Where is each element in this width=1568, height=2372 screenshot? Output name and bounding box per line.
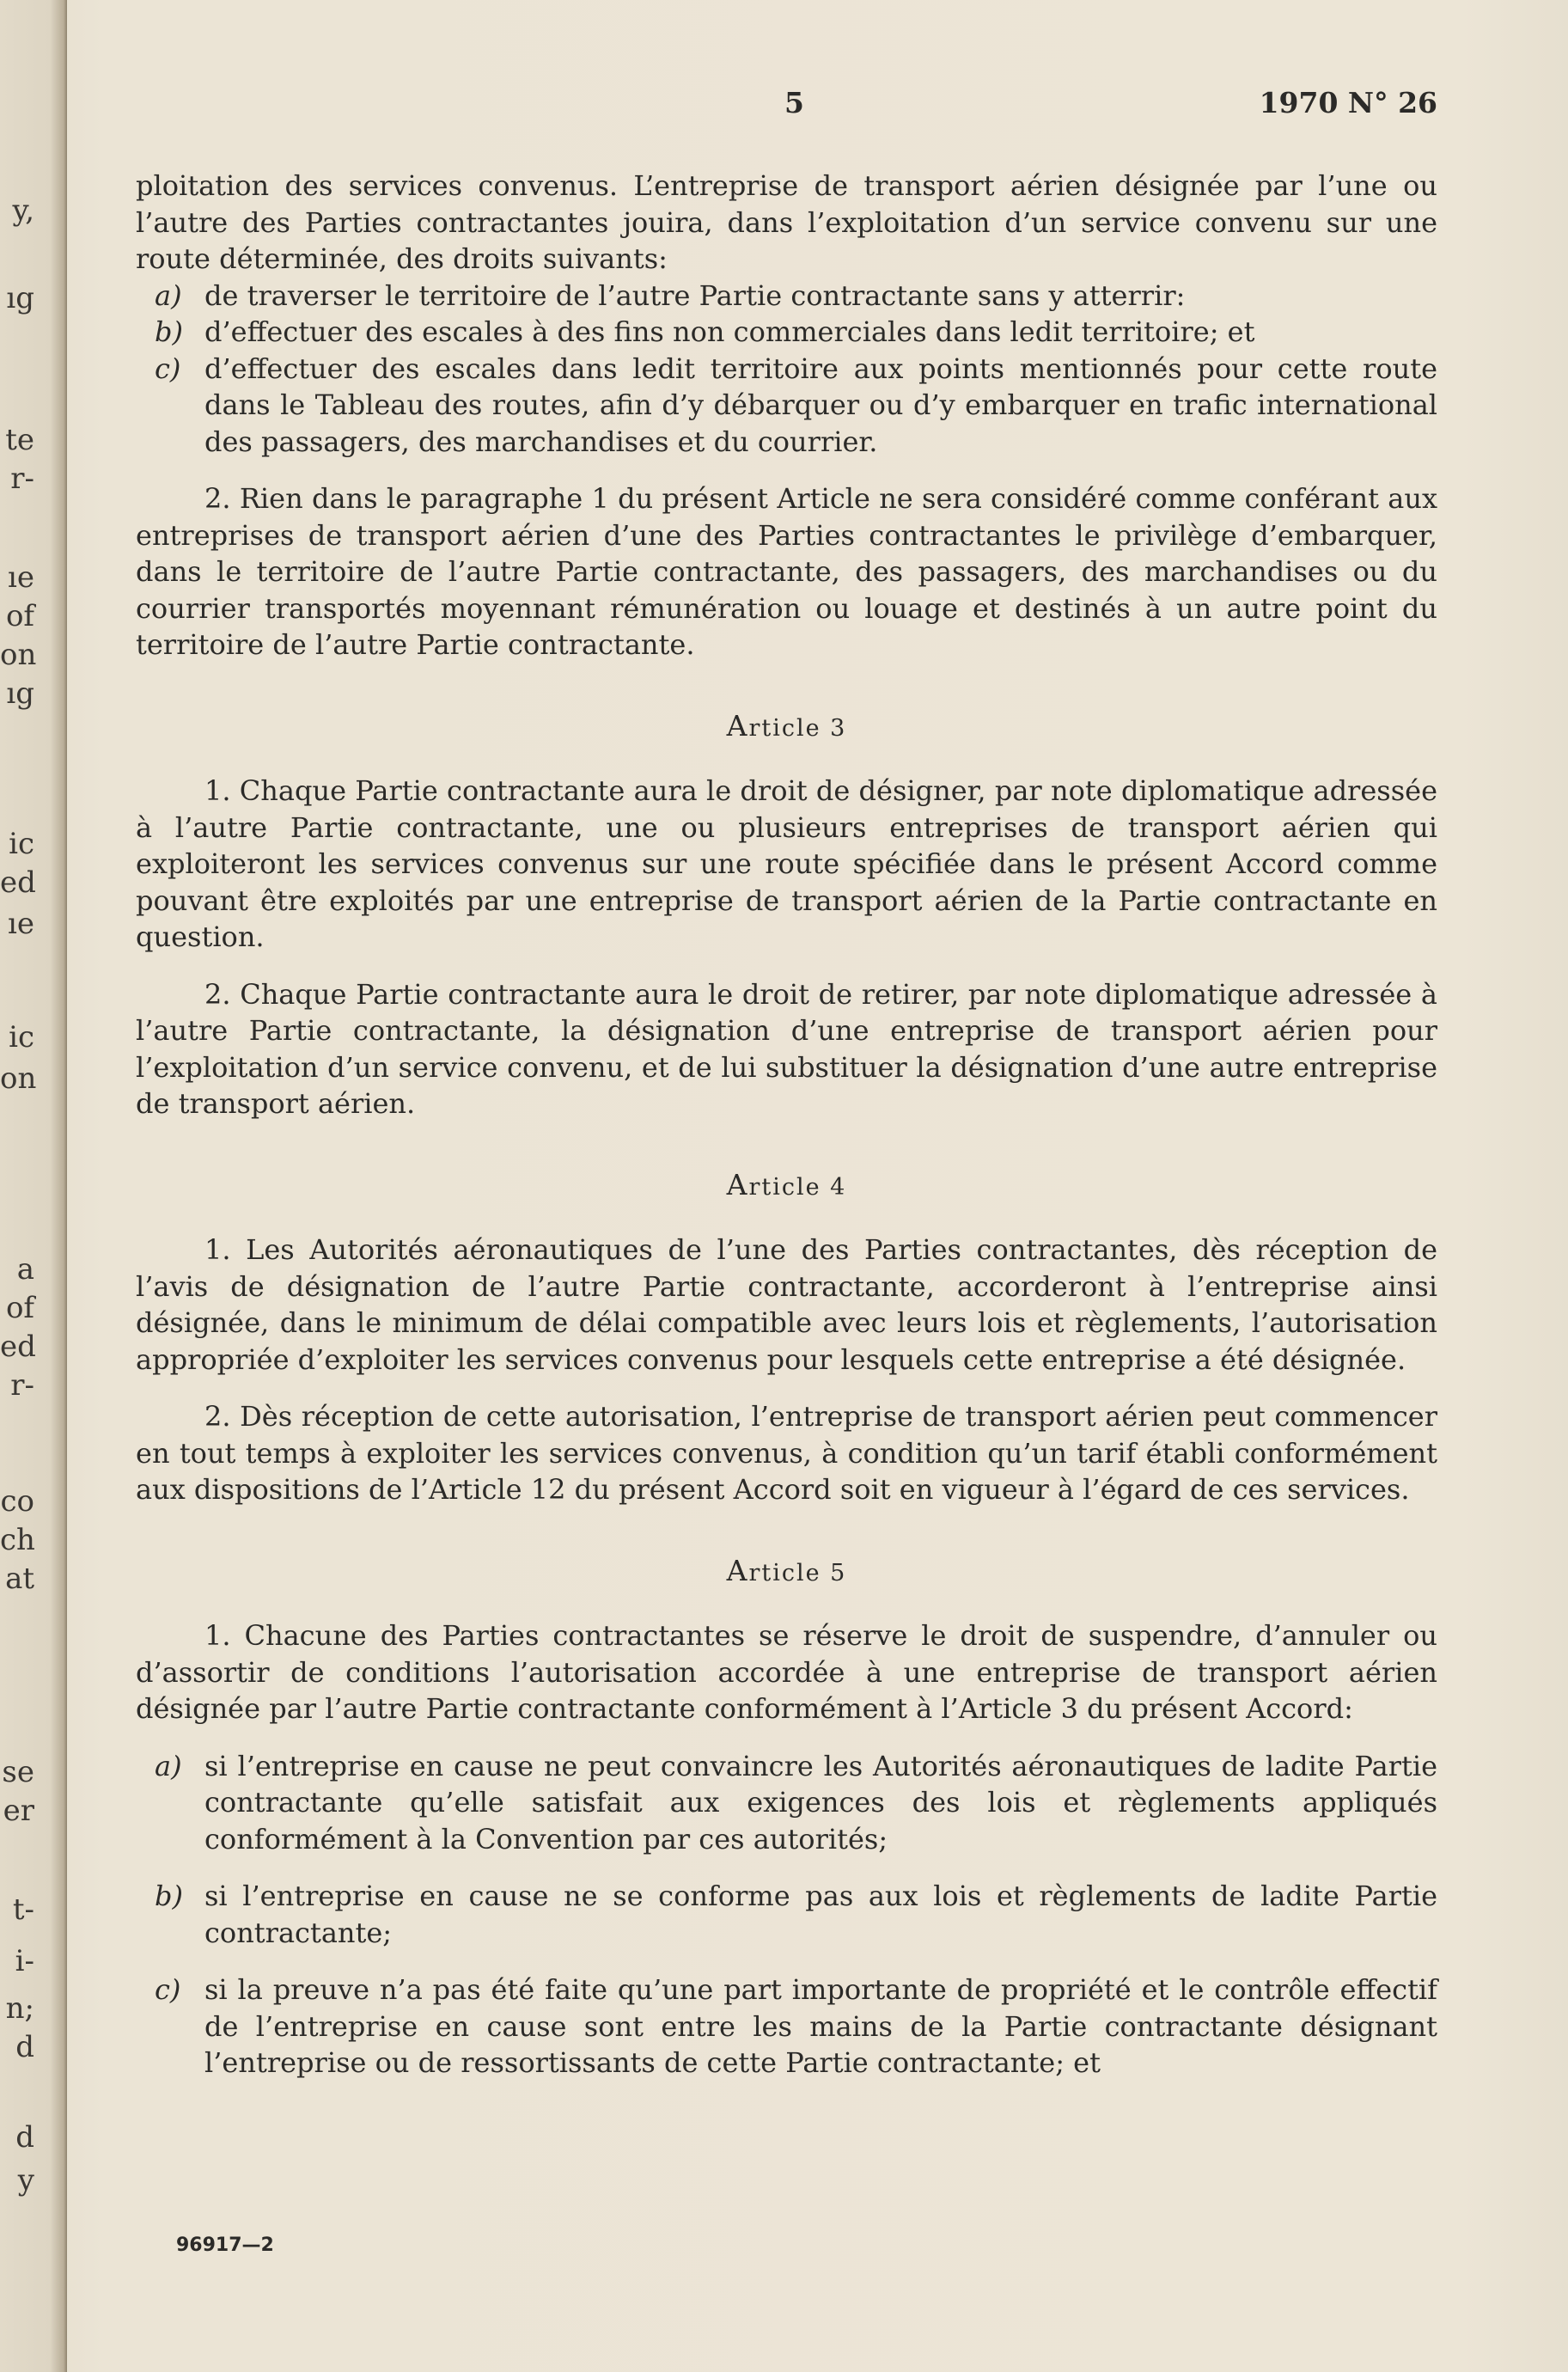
paragraph: 2. Chaque Partie contractante aura le droit de retirer, par note diplomatique adressée à l’autre Partie contractante, la désignation d’une entreprise de transport aérien pour l’exploitation d’un service convenu, et de lui substituer la désignation d’une autre entreprise de transport aérien. bbox=[136, 977, 1437, 1120]
list-item bbox=[136, 1878, 1437, 1951]
gutter-fragment: n; bbox=[5, 1991, 34, 2026]
list-item-text: de traverser le territoire de l’autre Partie contractante sans y atterrir: bbox=[204, 278, 1186, 312]
list-item bbox=[136, 314, 1437, 351]
list-marker: b) bbox=[155, 315, 183, 348]
gutter-fragment: d bbox=[15, 2030, 34, 2064]
list-item bbox=[136, 278, 1437, 315]
gutter-fragment: t- bbox=[12, 1892, 34, 1927]
gutter-fragment: of bbox=[5, 1291, 34, 1325]
list-marker: a) bbox=[155, 1749, 182, 1782]
paragraph: 2. Rien dans le paragraphe 1 du présent Article ne sera considéré comme conférant aux entreprises de transport aérien d’une des Parties contractantes le privilège d’embarquer, dans le territoire de l’autre Partie contractante, des passagers, des marchandises ou du courrier transportés moyennant rémunération ou louage et destinés à un autre point du territoire de l’autre Partie contractante. bbox=[136, 482, 1437, 661]
gutter-fragment: i- bbox=[15, 1944, 34, 1978]
paragraph: 1. Chaque Partie contractante aura le droit de désigner, par note diplomatique adressée à l’autre Partie contractante, une ou plusieurs entreprises de transport aérien qui exploiteront les services convenus sur une route spécifiée dans le présent Accord comme pouvant être exploités par une entreprise de transport aérien de la Partie contractante en question. bbox=[136, 774, 1437, 953]
paragraph: 1. Les Autorités aéronautiques de l’une des Parties contractantes, dès réception de l’avis de désignation de l’autre Partie contractante, accorderont à l’entreprise ainsi désignée, dans le minimum de délai compatible avec leurs lois et règlements, l’autorisation appropriée d’exploiter les services convenus pour lesquels cette entreprise a été désignée. bbox=[136, 1233, 1437, 1376]
gutter-fragment: y bbox=[17, 2163, 34, 2198]
gutter-fragment: ıe bbox=[8, 907, 34, 941]
page-number: 5 bbox=[784, 86, 804, 119]
gutter-fragment: at bbox=[5, 1562, 34, 1596]
gutter-fragment: ıg bbox=[6, 676, 34, 711]
gutter-fragment: of bbox=[5, 599, 34, 633]
page-header bbox=[136, 86, 1437, 129]
gutter-fragment: se bbox=[2, 1755, 34, 1789]
article-heading: Article 3 bbox=[726, 708, 847, 743]
continued-paragraph: ploitation des services convenus. L’entreprise de transport aérien désignée par l’une ou l’autre des Parties contractantes jouira, dans l’exploitation d’un service convenu sur une route déterminée, des droits suivants: bbox=[136, 169, 1437, 275]
gutter-fragment: d bbox=[15, 2120, 34, 2155]
gutter-fragment: on bbox=[0, 1061, 37, 1096]
paragraph: 1. Chacune des Parties contractantes se réserve le droit de suspendre, d’annuler ou d’assortir de conditions l’autorisation accordée à une entreprise de transport aérien désignée par l’autre Partie contractante conformément à l’Article 3 du présent Accord: bbox=[136, 1619, 1437, 1725]
list-marker: c) bbox=[155, 1973, 181, 2006]
gutter-fragment: te bbox=[5, 423, 34, 457]
gutter-fragment: ic bbox=[9, 827, 34, 861]
gutter-fragment: ıe bbox=[8, 560, 34, 595]
list-item bbox=[136, 351, 1437, 461]
gutter-fragment: er bbox=[3, 1794, 34, 1828]
list-item bbox=[136, 1748, 1437, 1858]
list-item-text: d’effectuer des escales à des fins non commerciales dans ledit territoire; et bbox=[204, 315, 1255, 348]
list-marker: b) bbox=[155, 1880, 183, 1912]
gutter-fragment: ed bbox=[0, 1330, 36, 1364]
gutter-fragment: ic bbox=[9, 1020, 34, 1055]
article-heading: Article 5 bbox=[726, 1553, 847, 1587]
list-item-text: si l’entreprise en cause ne peut convaincre les Autorités aéronautiques de ladite Partie contractante qu’elle satisfait aux exigences des lois et règlements appliqués conformément à la Convention par ces autorités; bbox=[204, 1749, 1437, 1855]
printer-code: 96917—2 bbox=[176, 2234, 274, 2256]
list-item-text: d’effectuer des escales dans ledit territoire aux points mentionnés pour cette route dans le Tableau des routes, afin d’y débarquer ou d’y embarquer en trafic international des passagers, des marchandises et du courrier. bbox=[204, 352, 1437, 458]
facing-page-gutter bbox=[0, 0, 67, 2372]
list-item-text: si l’entreprise en cause ne se conforme pas aux lois et règlements de ladite Partie contractante; bbox=[204, 1880, 1437, 1949]
gutter-fragment: a bbox=[16, 1252, 34, 1287]
gutter-fragment: co bbox=[0, 1484, 34, 1519]
list-marker: a) bbox=[155, 278, 182, 312]
gutter-fragment: on bbox=[0, 638, 37, 672]
list-item-text: si la preuve n’a pas été faite qu’une part importante de propriété et le contrôle effectif de l’entreprise en cause sont entre les mains de la Partie contractante désignant l’entreprise ou de ressortissants de cette Partie contractante; et bbox=[204, 1973, 1437, 2079]
gutter-fragment: ed bbox=[0, 865, 36, 900]
list-marker: c) bbox=[155, 352, 181, 385]
document-reference: 1970 N° 26 bbox=[1259, 86, 1437, 119]
document-body bbox=[136, 168, 1437, 2082]
paragraph: 2. Dès réception de cette autorisation, l’entreprise de transport aérien peut commencer en tout temps à exploiter les services convenus, à condition qu’un tarif établi conformément aux dispositions de l’Article 12 du présent Accord soit en vigueur à l’égard de ces services. bbox=[136, 1400, 1437, 1506]
article-heading: Article 4 bbox=[726, 1167, 847, 1201]
gutter-fragment: ch bbox=[0, 1523, 35, 1557]
gutter-fragment: r- bbox=[10, 462, 34, 496]
list-item bbox=[136, 1972, 1437, 2082]
gutter-fragment: y, bbox=[12, 193, 34, 228]
gutter-fragment: ıg bbox=[6, 281, 34, 315]
gutter-fragment: r- bbox=[10, 1368, 34, 1403]
